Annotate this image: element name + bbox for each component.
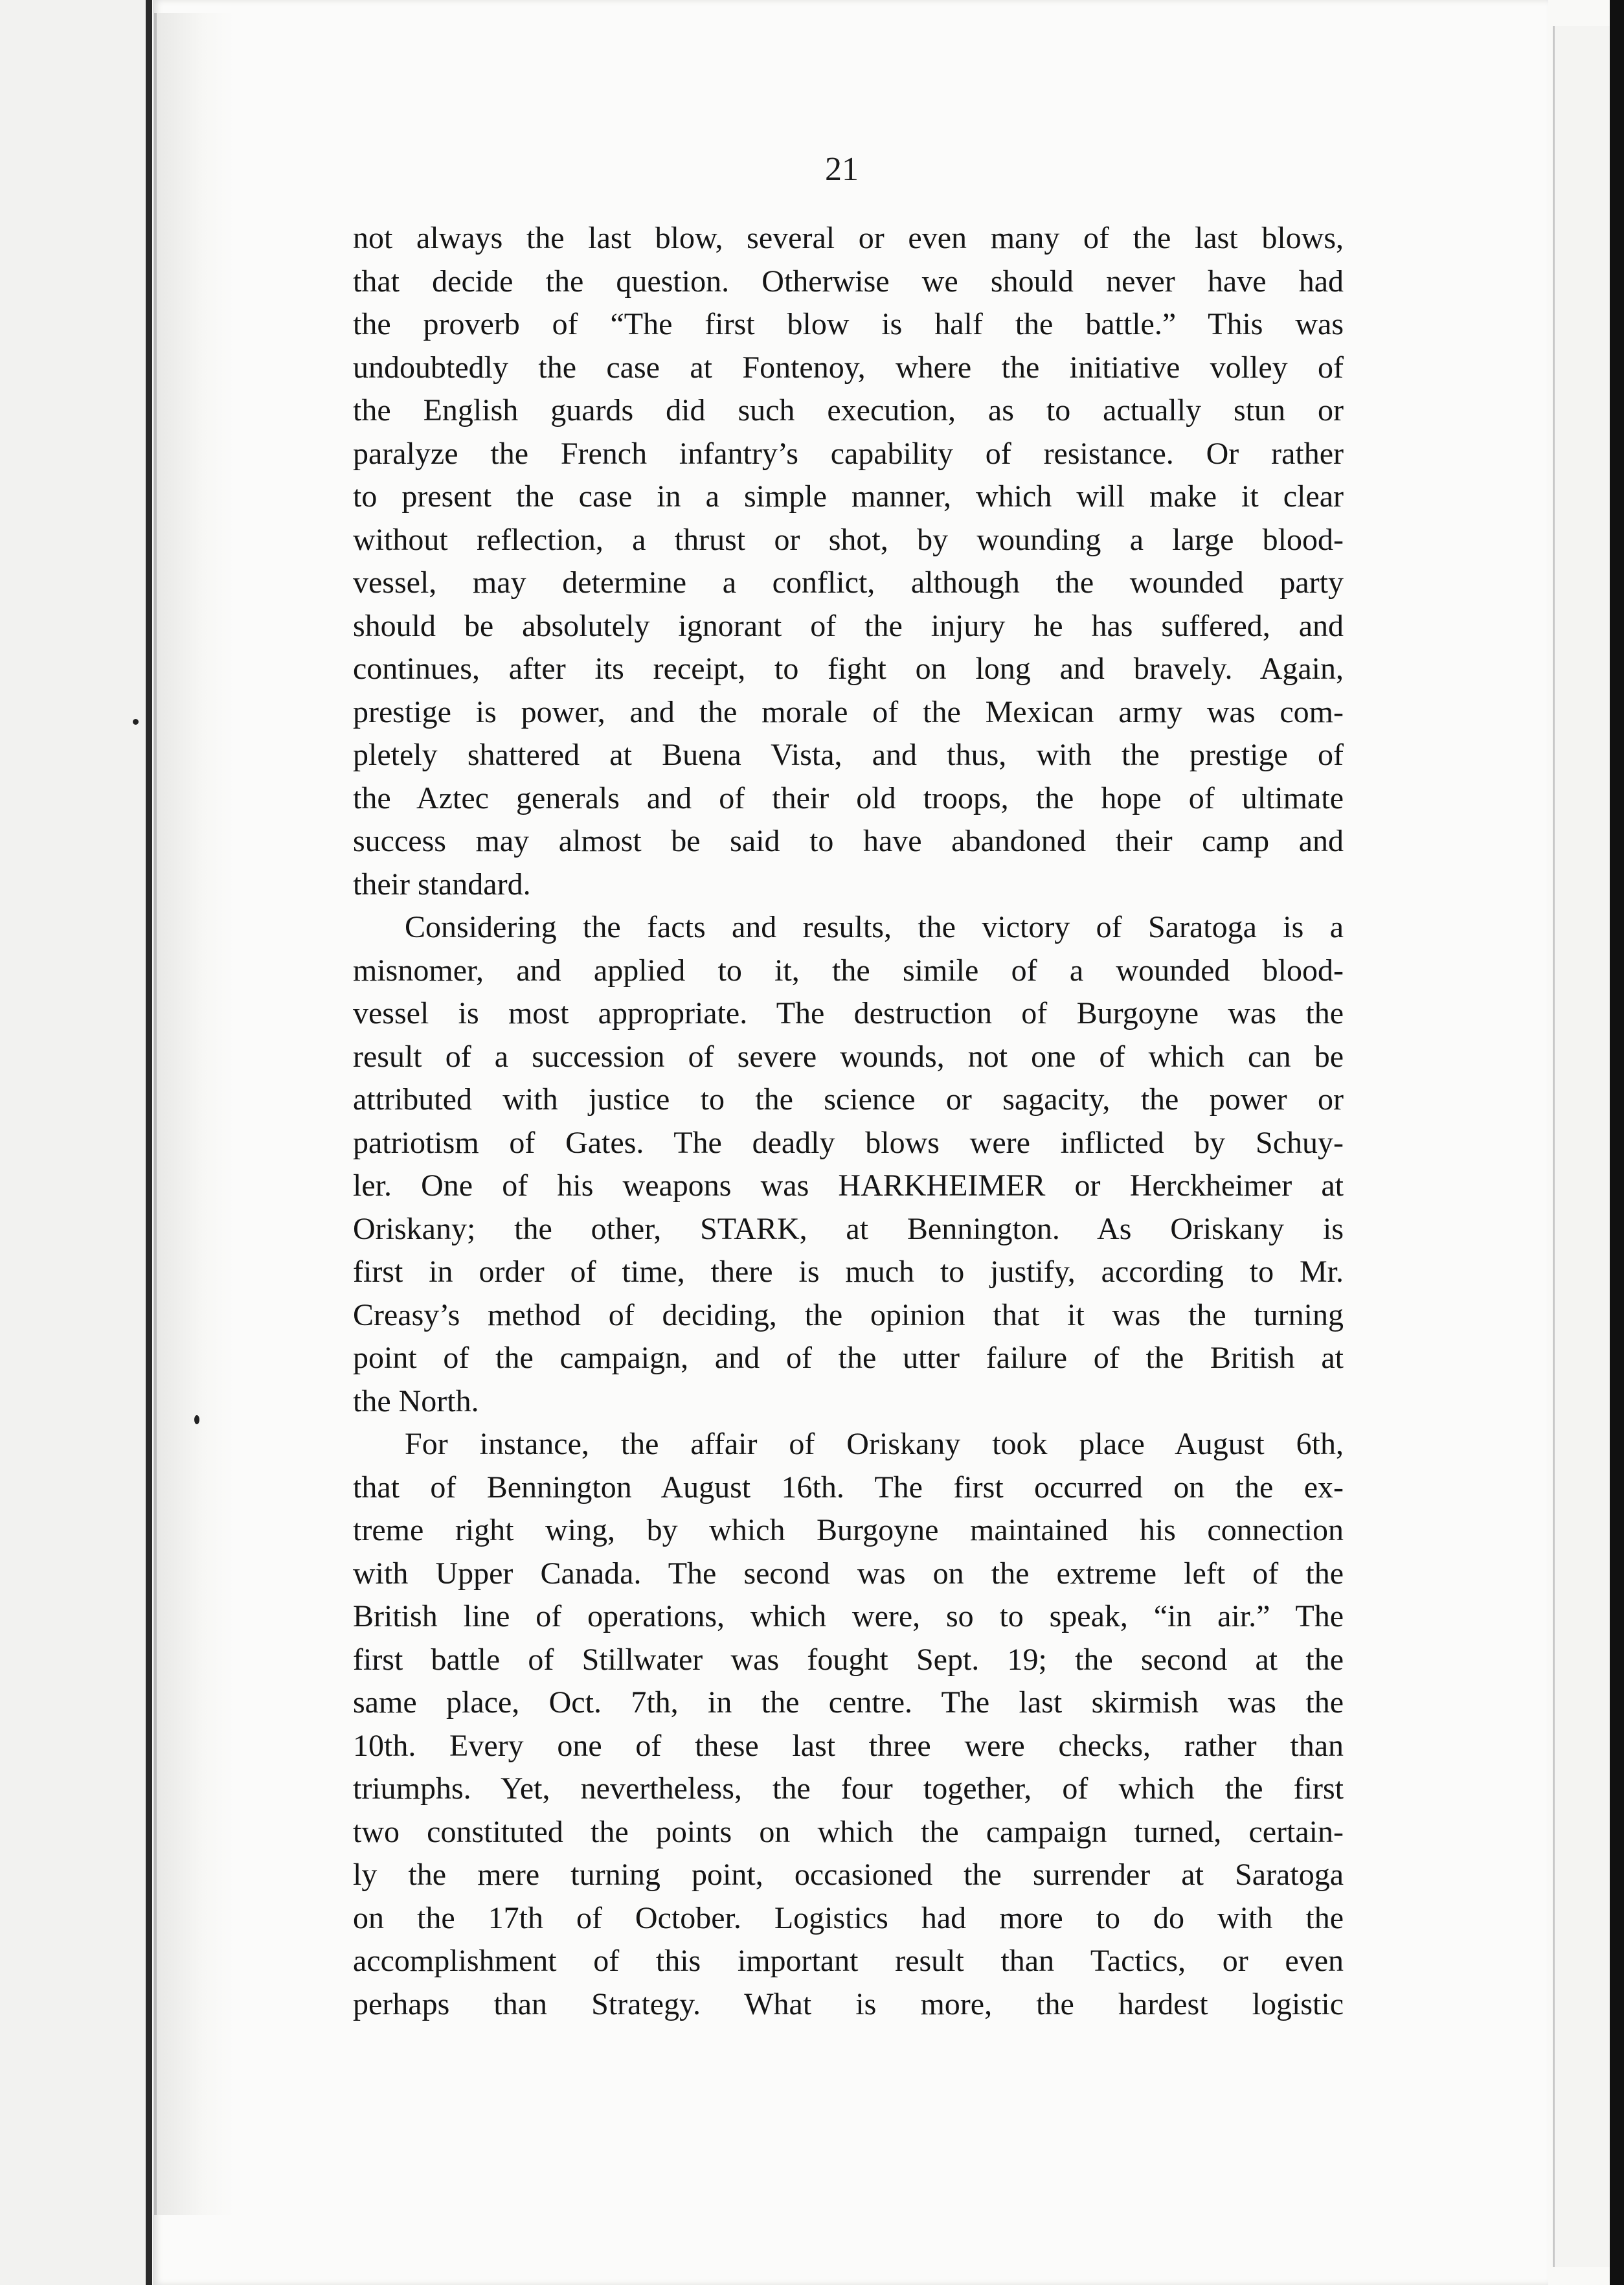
text-line: without reflection, a thrust or shot, by wounding a large blood- xyxy=(353,522,1344,557)
text-line: on the 17th of October. Logistics had more to do with the xyxy=(353,1900,1344,1935)
text-line: result of a succession of severe wounds, not one of which can be xyxy=(353,1039,1344,1074)
text-line: treme right wing, by which Burgoyne maintained his connection xyxy=(353,1513,1344,1547)
text-line: ly the mere turning point, occasioned the surrender at Saratoga xyxy=(353,1858,1344,1892)
text-line: first battle of Stillwater was fought Sept. 19; the second at the xyxy=(353,1642,1344,1677)
speck xyxy=(133,719,139,725)
text-line: vessel is most appropriate. The destruction of Burgoyne was the xyxy=(353,996,1344,1030)
text-line: perhaps than Strategy. What is more, the hardest logistic xyxy=(353,1986,1344,2021)
text-line: their standard. xyxy=(353,867,531,902)
text-line: Oriskany; the other, STARK, at Bennington. As Oriskany is xyxy=(353,1211,1344,1246)
text-line: patriotism of Gates. The deadly blows were inflicted by Schuy- xyxy=(353,1125,1344,1160)
text-line: Creasy’s method of deciding, the opinion that it was the turning xyxy=(353,1297,1344,1332)
text-line: undoubtedly the case at Fontenoy, where the initiative volley of xyxy=(353,350,1344,385)
paragraph-2 xyxy=(353,906,1344,1423)
text-line: success may almost be said to have abandoned their camp and xyxy=(353,824,1344,858)
text-line: should be absolutely ignorant of the injury he has suffered, and xyxy=(353,608,1344,643)
text-line: to present the case in a simple manner, which will make it clear xyxy=(353,479,1344,514)
right-border xyxy=(1610,0,1624,2285)
text-line: Considering the facts and results, the victory of Saratoga is a xyxy=(405,910,1344,944)
text-line: attributed with justice to the science or sagacity, the power or xyxy=(353,1082,1344,1117)
text-line: the North. xyxy=(353,1383,479,1418)
page-fold xyxy=(154,13,234,2215)
text-line: that of Bennington August 16th. The first occurred on the ex- xyxy=(353,1470,1344,1505)
paragraph-3 xyxy=(353,1423,1344,2026)
text-line: two constituted the points on which the campaign turned, certain- xyxy=(353,1814,1344,1849)
body-text xyxy=(353,217,1344,2026)
speck xyxy=(194,1415,199,1424)
text-line: continues, after its receipt, to fight on long and bravely. Again, xyxy=(353,652,1344,686)
text-line: accomplishment of this important result than Tactics, or even xyxy=(353,1944,1344,1978)
text-line: that decide the question. Otherwise we should never have had xyxy=(353,264,1344,299)
text-line: vessel, may determine a conflict, although the wounded party xyxy=(353,565,1344,600)
text-line: paralyze the French infantry’s capability of resistance. Or rather xyxy=(353,436,1344,471)
text-line: point of the campaign, and of the utter failure of the British at xyxy=(353,1341,1344,1375)
right-page-edge xyxy=(1553,26,1612,2267)
text-line: same place, Oct. 7th, in the centre. The last skirmish was the xyxy=(353,1685,1344,1720)
left-page-edge xyxy=(0,0,152,2285)
text-line: pletely shattered at Buena Vista, and thus, with the prestige of xyxy=(353,738,1344,772)
text-line: the English guards did such execution, as to actually stun or xyxy=(353,393,1344,427)
text-line: the Aztec generals and of their old troops, the hope of ultimate xyxy=(353,780,1344,815)
page-number: 21 xyxy=(825,151,859,188)
paragraph-1 xyxy=(353,217,1344,906)
text-line: ler. One of his weapons was HARKHEIMER or Herckheimer at xyxy=(353,1168,1344,1203)
text-line: For instance, the affair of Oriskany took place August 6th, xyxy=(405,1427,1344,1461)
text-line: the proverb of “The first blow is half the battle.” This was xyxy=(353,307,1344,341)
text-line: prestige is power, and the morale of the Mexican army was com- xyxy=(353,694,1344,729)
text-line: British line of operations, which were, so to speak, “in air.” The xyxy=(353,1599,1344,1633)
text-line: not always the last blow, several or even many of the last blows, xyxy=(353,221,1344,255)
text-line: 10th. Every one of these last three were checks, rather than xyxy=(353,1728,1344,1763)
text-line: with Upper Canada. The second was on the extreme left of the xyxy=(353,1556,1344,1591)
text-line: misnomer, and applied to it, the simile of a wounded blood- xyxy=(353,953,1344,988)
text-line: first in order of time, there is much to justify, according to Mr. xyxy=(353,1255,1344,1289)
text-line: triumphs. Yet, nevertheless, the four together, of which the first xyxy=(353,1771,1344,1806)
